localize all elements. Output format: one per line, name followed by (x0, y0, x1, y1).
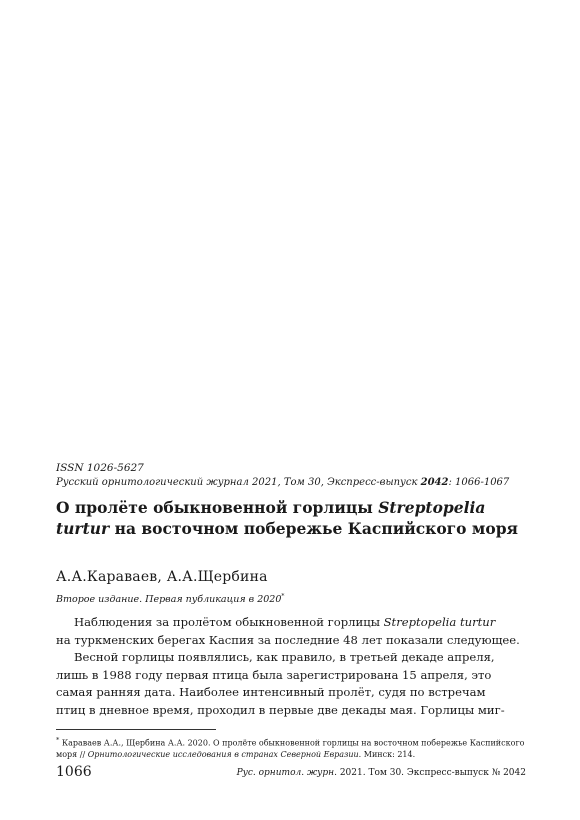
p1-species: Streptopelia turtur (383, 615, 496, 629)
authors: А.А.Караваев, А.А.Щербина (56, 569, 268, 585)
body-line: птиц в дневное время, проходил в первые две декады мая. Горлицы миг- (56, 702, 505, 717)
title-species: Streptopelia turtur (56, 498, 486, 538)
journal-citation (56, 476, 509, 489)
footnote-text-c: . Минск: 214. (358, 749, 416, 759)
footnote (56, 735, 526, 760)
page-number: 1066 (56, 764, 92, 780)
running-journal: Рус. орнитол. журн. (236, 768, 337, 778)
footnote-source: Орнитологические исследования в странах Северной Евразии (87, 749, 359, 759)
footnote-mark: * (56, 736, 60, 744)
paper-page (56, 0, 526, 820)
body-line (56, 614, 526, 632)
footnote-text-b: моря // (56, 749, 88, 759)
running-issue: 2021. Том 30. Экспресс-выпуск № 2042 (336, 768, 526, 778)
journal-citation-text: Русский орнитологический журнал 2021, Том 30, Экспресс-выпуск (56, 477, 421, 488)
footnote-text-a: Караваев А.А., Щербина А.А. 2020. О пролёте обыкновенной горлицы на восточном побережье Каспийского (59, 738, 525, 748)
journal-pages: : 1066-1067 (448, 477, 510, 488)
edition-note (56, 590, 284, 606)
p1-text-a: Наблюдения за пролётом обыкновенной горлицы (74, 615, 384, 629)
issn: ISSN 1026-5627 (56, 462, 144, 474)
article-body (56, 614, 526, 720)
page-footer (56, 764, 526, 784)
footnote-divider (56, 729, 216, 730)
article-title (56, 497, 526, 539)
body-line: Весной горлицы появлялись, как правило, в третьей декаде апреля, (74, 650, 495, 665)
footnote-marker: * (281, 593, 285, 600)
body-line: лишь в 1988 году первая птица была зарегистрирована 15 апреля, это (56, 667, 492, 682)
running-footer (237, 768, 526, 778)
body-line: на туркменских берегах Каспия за последние 48 лет показали следующее. (56, 632, 520, 647)
title-part-a: О пролёте обыкновенной горлицы (56, 498, 379, 517)
journal-issue-number: 2042 (420, 477, 449, 488)
body-line: самая ранняя дата. Наиболее интенсивный пролёт, судя по встречам (56, 685, 486, 700)
title-part-b: на восточном побережье Каспийского моря (109, 519, 518, 538)
edition-note-text: Второе издание. Первая публикация в 2020 (56, 594, 282, 606)
